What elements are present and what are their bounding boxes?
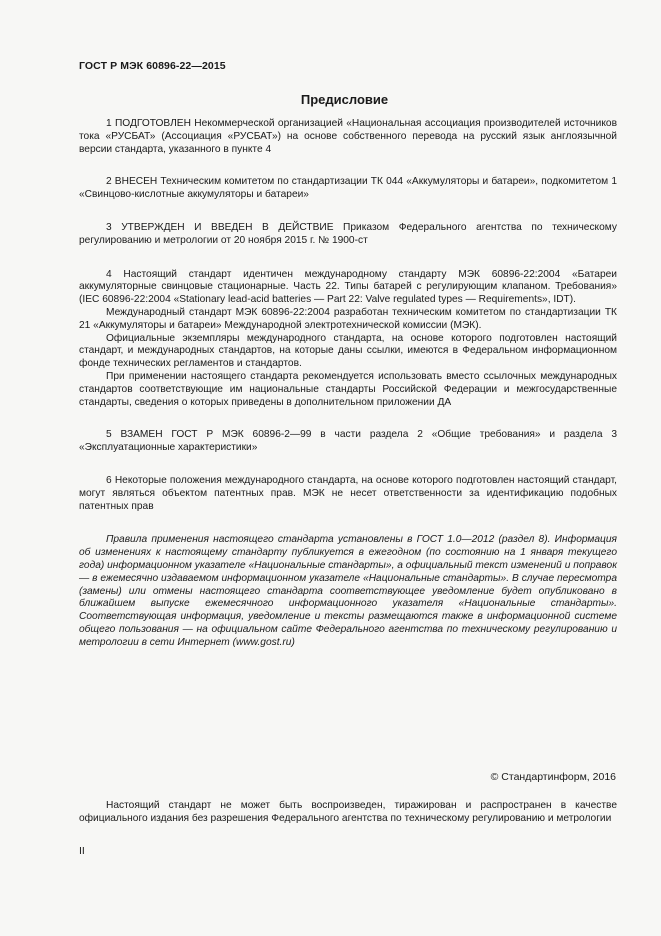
document-code: ГОСТ Р МЭК 60896-22—2015 xyxy=(79,60,226,72)
reproduction-text: Настоящий стандарт не может быть воспроизведен, тиражирован и распространен в качестве официального издания без разрешения Федерального агентства по техническому регулированию и метрологии xyxy=(79,800,617,824)
paragraph-application-rules: Правила применения настоящего стандарта установлены в ГОСТ 1.0—2012 (раздел 8). Информация об изменениях к настоящему стандарту публикуется в ежегодном (по состоянию на 1 января текущего года) информационном указателе «Национальные стандарты», а официальный текст изменений и поправок — в ежемесячно издаваемом информационном указателе «Национальные стандарты». В случае пересмотра (замены) или отмены настоящего стандарта соответствующее уведомление будет опубликовано в ближайшем выпуске ежемесячного информационного указателя «Национальные стандарты». Соответствующая информация, уведомление и тексты размещаются также в информационной системе общего пользования — на официальном сайте Федерального агентства по техническому регулированию и метрологии в сети Интернет (www.gost.ru) xyxy=(79,534,617,648)
paragraph-replaces: 5 ВЗАМЕН ГОСТ Р МЭК 60896-2—99 в части раздела 2 «Общие требования» и раздела 3 «Эксплуатационные характеристики» xyxy=(79,429,617,454)
page-number: II xyxy=(79,845,85,857)
paragraph-patents: 6 Некоторые положения международного стандарта, на основе которого подготовлен настоящий стандарт, могут являться объектом патентных прав. МЭК не несет ответственности за идентификацию подобных патентных прав xyxy=(79,474,617,512)
paragraph-developed: Международный стандарт МЭК 60896-22:2004 разработан техническим комитетом по стандартизации ТК 21 «Аккумуляторы и батареи» Международной электротехнической комиссии (МЭК). xyxy=(79,306,617,331)
paragraph-official-copies: Официальные экземпляры международного стандарта, на основе которого подготовлен настоящий стандарт, и международных стандартов, на которые даны ссылки, имеются в Федеральном информационном фонде технических регламентов и стандартов. xyxy=(79,332,617,370)
page-title: Предисловие xyxy=(300,92,389,107)
reproduction-notice xyxy=(79,800,617,826)
paragraph-identical: 4 Настоящий стандарт идентичен международному стандарту МЭК 60896-22:2004 «Батареи аккумуляторные свинцовые стационарные. Часть 22. Типы батарей с регулирующим клапаном. Требования» (IEC 60896-22:2004 «Stationary lead-acid batteries — Part 22: Valve regulated types — Requirements», IDT). xyxy=(79,268,617,306)
preface-body xyxy=(79,118,617,650)
paragraph-application: При применении настоящего стандарта рекомендуется использовать вместо ссылочных международных стандартов соответствующие им национальные стандарты Российской Федерации и межгосударственные стандарты, сведения о которых приведены в дополнительном приложении ДА xyxy=(79,370,617,408)
paragraph-submitted: 2 ВНЕСЕН Техническим комитетом по стандартизации ТК 044 «Аккумуляторы и батареи», подкомитетом 1 «Свинцово-кислотные аккумуляторы и батареи» xyxy=(79,176,617,201)
copyright-notice: © Стандартинформ, 2016 xyxy=(490,771,616,783)
paragraph-approved: 3 УТВЕРЖДЕН И ВВЕДЕН В ДЕЙСТВИЕ Приказом Федерального агентства по техническому регулированию и метрологии от 20 ноября 2015 г. № 1900-ст xyxy=(79,221,617,246)
paragraph-prepared: 1 ПОДГОТОВЛЕН Некоммерческой организацией «Национальная ассоциация производителей источников тока «РУСБАТ» (Ассоциация «РУСБАТ») на основе собственного перевода на русский язык англоязычной версии стандарта, указанного в пункте 4 xyxy=(79,118,617,155)
